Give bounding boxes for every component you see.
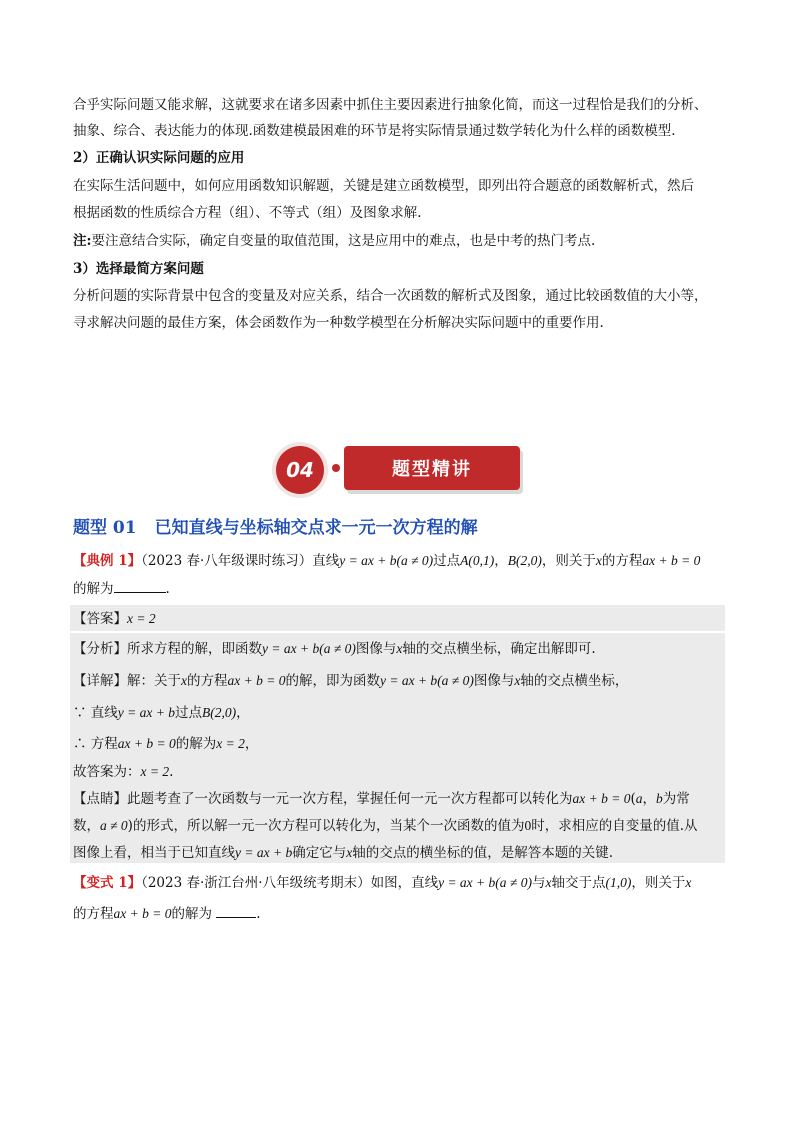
section-2-line-1: 在实际生活问题中，如何应用函数知识解题，关键是建立函数模型，即列出符合题意的函数解析式，然后 xyxy=(73,178,694,194)
comment-text: ， xyxy=(642,791,656,807)
detail-line-3 xyxy=(73,734,258,754)
example-tag: 【典例 1】 xyxy=(73,553,142,569)
example-var-x: x xyxy=(595,553,602,568)
comment-line-1 xyxy=(73,789,690,809)
detail-text: 直线 xyxy=(90,705,118,721)
section-3-line-2: 寻求解决问题的最佳方案，体会函数作为一种数学模型在分析解决实际问题中的重要作用. xyxy=(73,315,604,331)
topic-heading xyxy=(73,513,478,538)
analysis-condition: (a ≠ 0) xyxy=(319,641,356,656)
comment-text: 此题考查了一次函数与一元一次方程，掌握任何一元一次方程都可以转化为 xyxy=(127,791,573,807)
detail-var-x: x xyxy=(181,673,187,688)
analysis-line xyxy=(73,639,596,659)
variant-tag: 【变式 1】 xyxy=(73,875,142,891)
example-line-2 xyxy=(73,578,170,599)
note-text: 要注意结合实际，确定自变量的取值范围，这是应用中的难点，也是中考的热门考点. xyxy=(91,233,596,249)
detail-text: 解：关于 xyxy=(127,673,181,689)
detail-var-x: x xyxy=(514,673,521,688)
example-condition: (a ≠ 0) xyxy=(396,553,434,568)
banner-label: 题型精讲 xyxy=(344,446,520,490)
detail-text: ， xyxy=(236,705,250,721)
example-point-b: B(2,0) xyxy=(507,553,542,568)
detail-equation-2: y = ax + b xyxy=(379,673,438,688)
comment-text: )的形式，所以解一元一次方程可以转化为，当某个一次函数的值为 xyxy=(127,818,525,834)
comment-text: 确定它与 xyxy=(292,845,347,861)
example-line-1 xyxy=(73,551,700,571)
therefore-symbol: ∴ xyxy=(73,736,87,752)
detail-text: 故答案为： xyxy=(73,764,141,780)
detail-text: 的解为 xyxy=(175,736,217,752)
note-label: 注: xyxy=(73,233,92,249)
detail-line-2 xyxy=(73,703,250,723)
analysis-var-x: x xyxy=(396,641,403,656)
analysis-text: 所求方程的解，即函数 xyxy=(127,641,262,657)
variant-text: . xyxy=(256,906,261,922)
because-symbol: ∵ xyxy=(73,705,87,721)
comment-var-b: b xyxy=(656,791,663,806)
variant-line-1 xyxy=(73,873,691,893)
example-point-a: A(0,1) xyxy=(460,553,495,568)
example-equation: y = ax + b xyxy=(339,553,397,568)
variant-text: ，则关于 xyxy=(631,875,686,891)
detail-equation: ax + b = 0 xyxy=(117,736,176,751)
variant-var-x: x xyxy=(685,875,692,890)
banner-number: 04 xyxy=(276,446,324,494)
variant-point: (1,0) xyxy=(605,875,632,890)
detail-solution: x = 2 xyxy=(140,764,170,779)
analysis-equation: y = ax + b xyxy=(262,641,320,656)
comment-tag: 【点睛】 xyxy=(73,791,127,807)
comment-line-2 xyxy=(73,816,698,836)
variant-condition: (a ≠ 0) xyxy=(495,875,532,890)
detail-line-4 xyxy=(73,762,173,782)
example-source: （2023 春·八年级课时练习）直线 xyxy=(141,553,340,569)
example-text: . xyxy=(165,581,170,597)
answer-value: x = 2 xyxy=(127,611,156,626)
analysis-tag: 【分析】 xyxy=(73,641,127,657)
comment-text: 轴的交点的横坐标的值，是解答本题的关键. xyxy=(352,845,614,861)
analysis-text: 轴的交点横坐标，确定出解即可. xyxy=(402,641,596,657)
comment-var-x: x xyxy=(346,845,353,860)
comment-zero: 0 xyxy=(524,818,532,833)
answer-blank xyxy=(114,578,166,593)
example-text: ， xyxy=(494,553,508,569)
comment-condition: a ≠ 0 xyxy=(100,818,128,833)
answer-tag: 【答案】 xyxy=(73,611,127,627)
variant-text: 轴交于点 xyxy=(551,875,606,891)
analysis-text: 图像与 xyxy=(355,641,397,657)
comment-text: 为常 xyxy=(662,791,690,807)
comment-text: 数， xyxy=(73,818,100,834)
variant-answer-blank xyxy=(216,903,256,918)
detail-text: 过点 xyxy=(175,705,203,721)
detail-text: 方程 xyxy=(90,736,118,752)
variant-equation-2: ax + b = 0 xyxy=(113,906,172,921)
comment-text: 时，求相应的自变量的值.从 xyxy=(531,818,698,834)
comment-line-3 xyxy=(73,843,613,863)
example-text: ，则关于 xyxy=(541,553,596,569)
variant-text: 与 xyxy=(531,875,546,891)
intro-line-2: 抽象、综合、表达能力的体现.函数建模最困难的环节是将实际情景通过数学转化为什么样的函数模型. xyxy=(73,123,676,139)
detail-equation: y = ax + b xyxy=(117,705,176,720)
detail-tag: 【详解】 xyxy=(73,673,127,689)
topic-title: 已知直线与坐标轴交点求一元一次方程的解 xyxy=(154,518,478,538)
variant-text: 的方程 xyxy=(73,906,114,922)
section-2-note xyxy=(73,231,595,251)
example-text: 的解为 xyxy=(73,581,114,597)
intro-line-1: 合乎实际问题又能求解，这就要求在诸多因素中抓住主要因素进行抽象化简，而这一过程恰是我们的分析、 xyxy=(73,97,708,113)
detail-text: . xyxy=(169,764,174,780)
comment-equation: ax + b = 0 xyxy=(572,791,631,806)
detail-text: 图像与 xyxy=(473,673,515,689)
detail-equation: ax + b = 0 xyxy=(227,673,286,688)
comment-equation: y = ax + b xyxy=(235,845,293,860)
detail-solution: x = 2 xyxy=(216,736,245,751)
banner-number-badge xyxy=(272,442,328,498)
section-3-line-1: 分析问题的实际背景中包含的变量及对应关系，结合一次函数的解析式及图象，通过比较函数值的大小等， xyxy=(73,288,708,304)
section-2-title: 2）正确认识实际问题的应用 xyxy=(73,150,245,166)
variant-source: （2023 春·浙江台州·八年级统考期末）如图，直线 xyxy=(141,875,439,891)
example-text: 过点 xyxy=(433,553,461,569)
detail-point: B(2,0) xyxy=(202,705,237,720)
variant-line-2 xyxy=(73,903,261,924)
section-2-line-2: 根据函数的性质综合方程（组）、不等式（组）及图象求解. xyxy=(73,205,422,221)
section-banner xyxy=(272,440,527,500)
example-text: 的方程 xyxy=(601,553,643,569)
topic-number: 题型 01 xyxy=(73,518,137,538)
detail-text: 的方程 xyxy=(187,673,228,689)
detail-line-1 xyxy=(73,671,628,691)
variant-var-x: x xyxy=(545,875,552,890)
comment-text: ( xyxy=(630,791,636,807)
detail-text: 轴的交点横坐标， xyxy=(520,673,629,689)
detail-condition: (a ≠ 0) xyxy=(437,673,474,688)
example-equation-2: ax + b = 0 xyxy=(642,553,701,568)
variant-equation: y = ax + b xyxy=(438,875,496,890)
comment-text: 图像上看，相当于已知直线 xyxy=(73,845,235,861)
answer-box xyxy=(70,605,725,631)
detail-text: 的解，即为函数 xyxy=(285,673,380,689)
section-3-title: 3）选择最简方案问题 xyxy=(73,261,204,277)
comment-var-a: a xyxy=(635,791,643,806)
banner-connector-dot xyxy=(332,464,340,472)
answer-line xyxy=(73,609,156,629)
detail-text: ， xyxy=(244,736,259,752)
variant-text: 的解为 xyxy=(171,906,212,922)
